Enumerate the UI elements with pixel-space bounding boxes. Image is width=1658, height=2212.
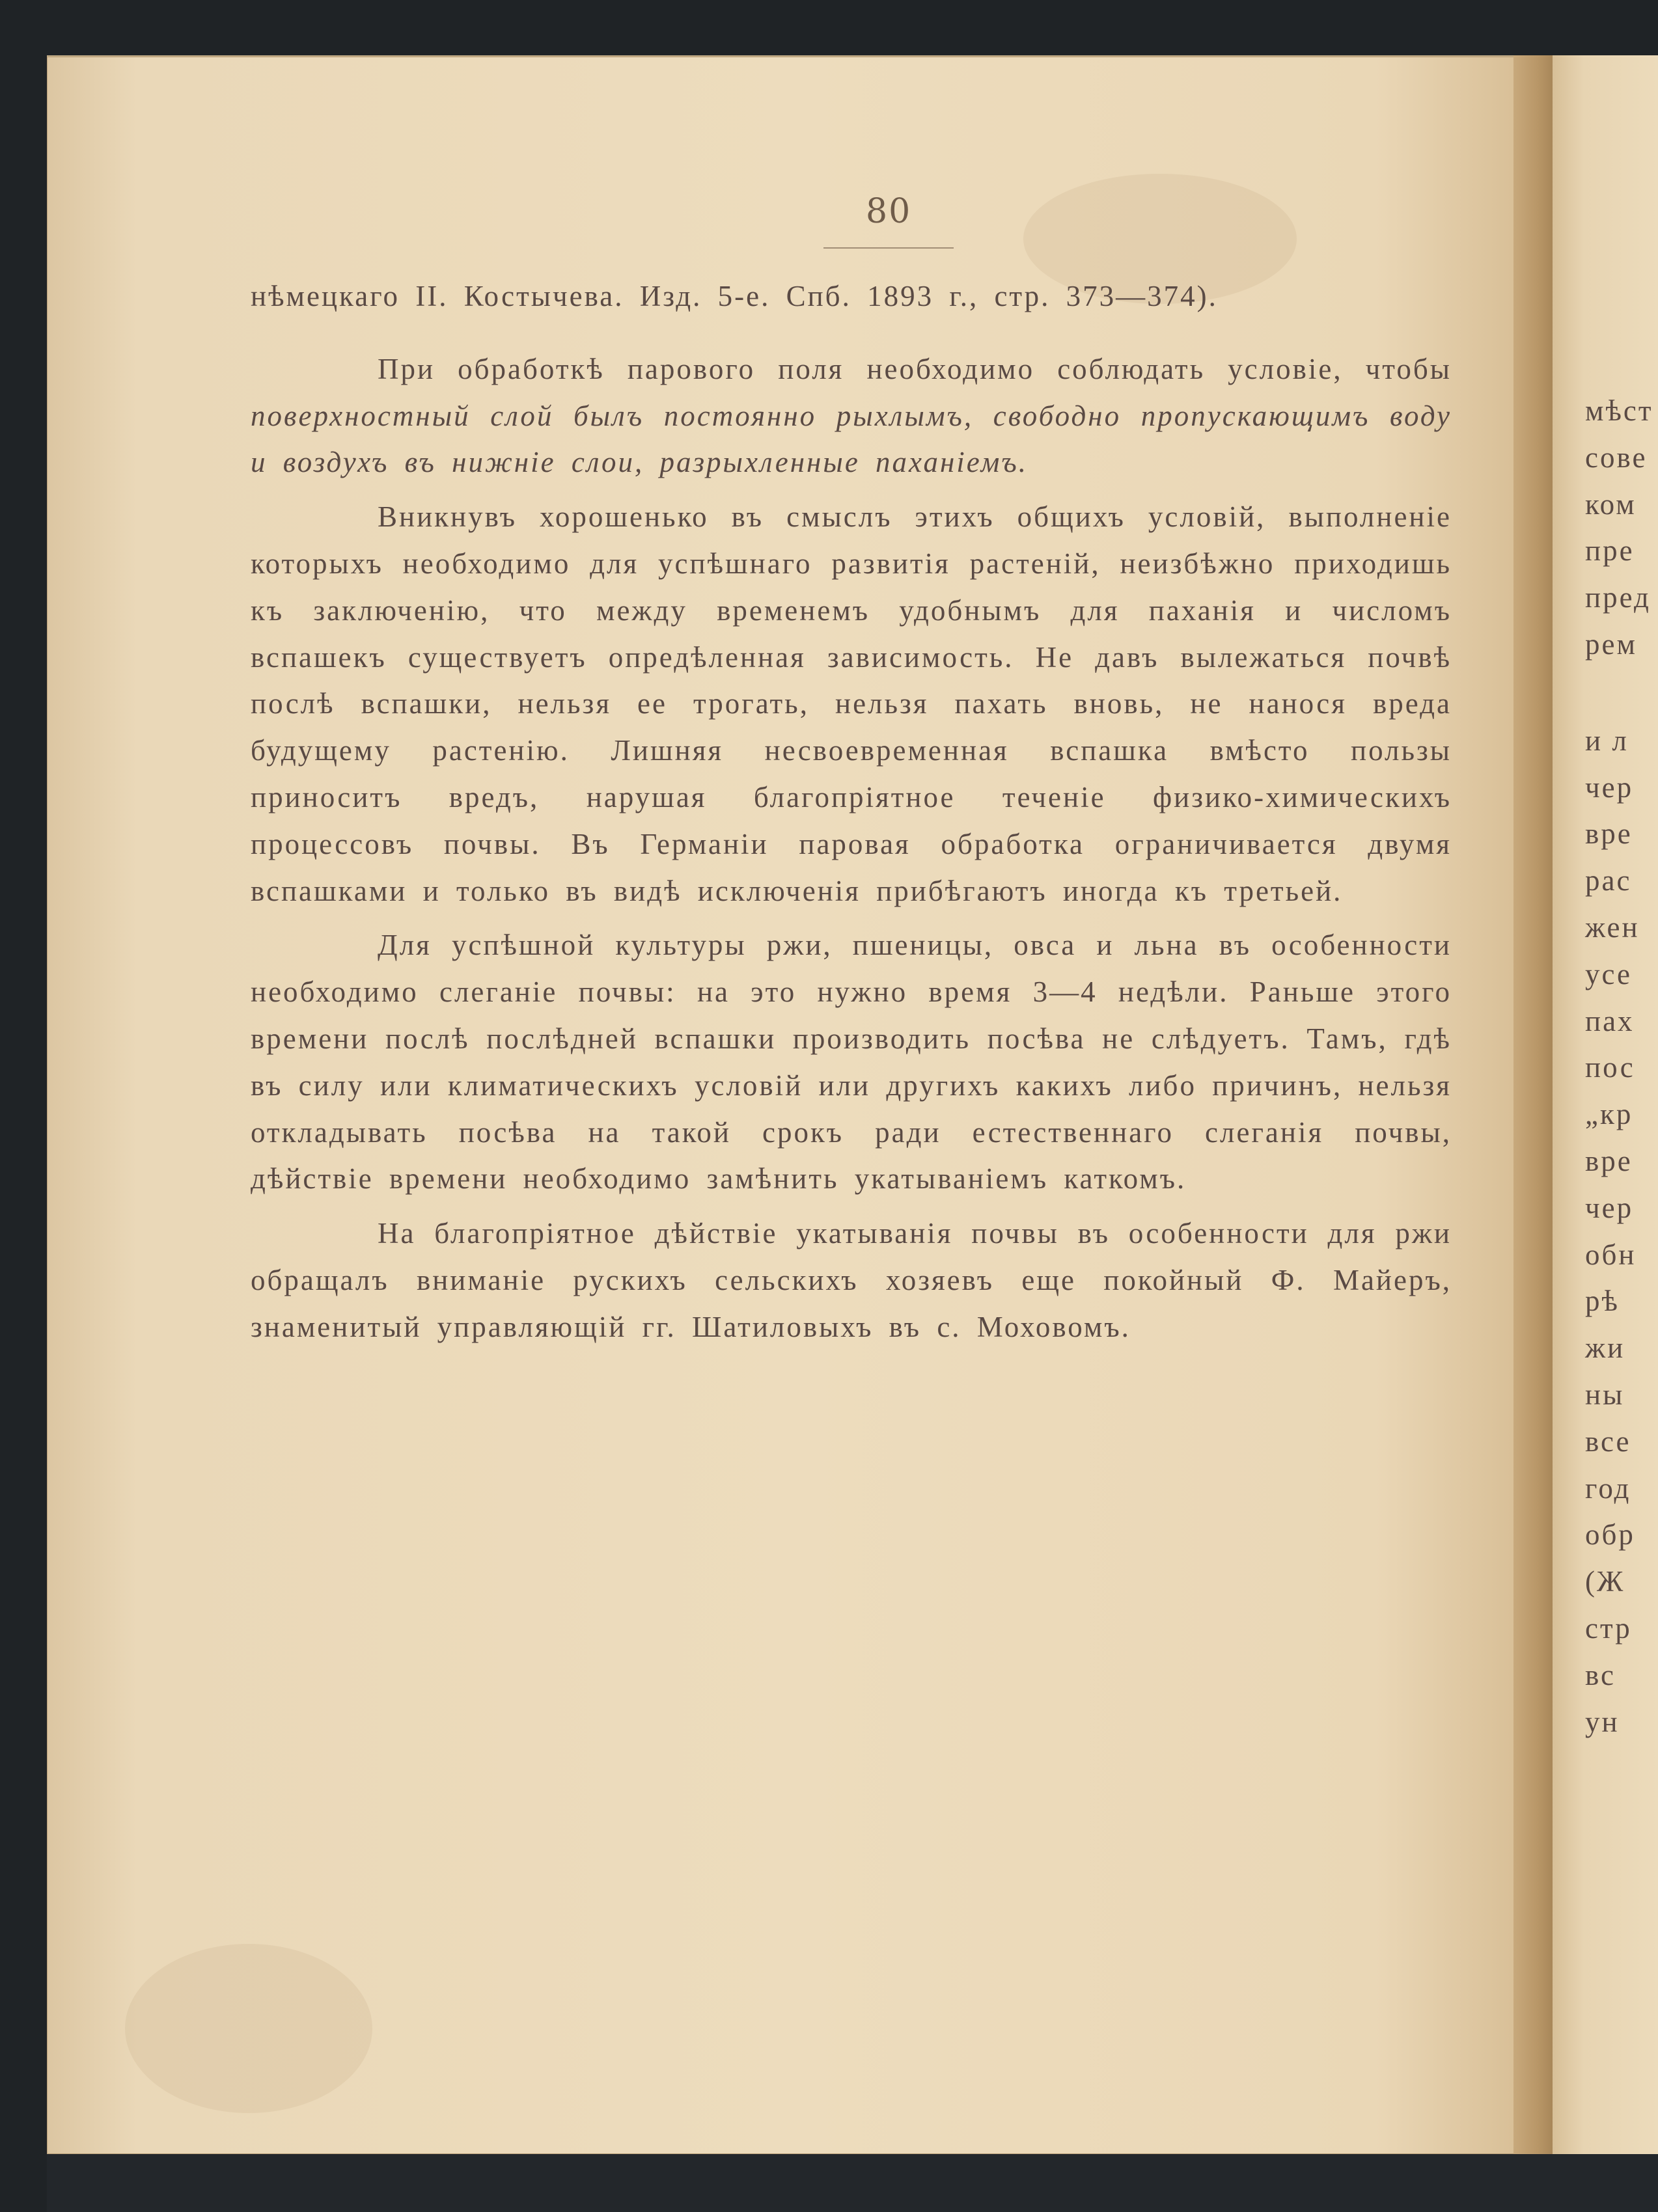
page-edge (1513, 55, 1553, 2154)
paragraph-1 (251, 346, 1452, 486)
facing-page-line: стр (1585, 1611, 1632, 1645)
page-number-rule (823, 247, 954, 249)
facing-page-line: рем (1585, 627, 1637, 661)
paragraph-text: При обработкѣ парового поля необходимо соблюдать условіе, чтобы (378, 352, 1452, 385)
paper-stain (125, 1944, 372, 2113)
facing-page-text-group-2 (1585, 724, 1653, 1752)
facing-page-line: сове (1585, 441, 1648, 474)
scan-background-bottom (47, 2154, 1658, 2212)
facing-page-line: все (1585, 1425, 1631, 1458)
paragraph-text: Для успѣшной культуры ржи, пшеницы, овса и льна въ особенности необходимо слеганіе почвы: на это нужно время 3—4 недѣли. Раньше этого времени послѣ послѣдней вспашки производить посѣва не слѣдуетъ. Тамъ, гдѣ въ силу или климатическихъ условій или другихъ какихъ либо причинъ, нельзя откладывать посѣва на такой срокъ ради естественнаго слеганія почвы, дѣйствіе времени необходимо замѣнить укатываніемъ каткомъ. (251, 929, 1452, 1195)
paragraph-3 (251, 922, 1452, 1203)
facing-page-line: рѣ (1585, 1285, 1620, 1318)
facing-page-text-group-1 (1585, 394, 1653, 674)
paragraph-0 (251, 273, 1452, 320)
facing-page-line: и л (1585, 724, 1629, 757)
paragraph-2 (251, 494, 1452, 914)
facing-page-line: пред (1585, 581, 1651, 614)
facing-page-line: ун (1585, 1705, 1620, 1738)
facing-page-text (1585, 394, 1653, 1751)
facing-page-line: вс (1585, 1658, 1616, 1691)
facing-page-line: пос (1585, 1051, 1635, 1084)
facing-page-line: пах (1585, 1004, 1635, 1037)
facing-page-line: обр (1585, 1518, 1635, 1551)
facing-page-line: вре (1585, 817, 1633, 851)
facing-page (1553, 55, 1658, 2154)
facing-page-line: обн (1585, 1238, 1637, 1271)
facing-page-line: усе (1585, 957, 1632, 990)
facing-page-line: „кр (1585, 1098, 1633, 1131)
facing-page-gap (1585, 674, 1653, 724)
page-number: 80 (866, 192, 912, 231)
facing-page-line: жи (1585, 1331, 1625, 1365)
facing-page-line: чер (1585, 1191, 1634, 1224)
paragraph-4 (251, 1210, 1452, 1350)
facing-page-line: пре (1585, 534, 1635, 567)
facing-page-line: ком (1585, 487, 1637, 521)
facing-page-line: чер (1585, 771, 1634, 804)
paragraph-text: Вникнувъ хорошенько въ смыслъ этихъ общихъ условій, выполненіе которыхъ необходимо для успѣшнаго развитія растеній, неизбѣжно приходишь къ заключенію, что между временемъ удобнымъ для паханія и числомъ вспашекъ существуетъ опредѣленная зависимость. Не давъ вылежаться почвѣ послѣ вспашки, нельзя ее трогать, нельзя пахать вновь, не нанося вреда будущему растенію. Лишняя несвоевременная вспашка вмѣсто пользы приноситъ вредъ, нарушая благопріятное теченіе физико-химическихъ процессовъ почвы. Въ Германіи паровая обработка ограничивается двумя вспашками и только въ видѣ исключенія прибѣгаютъ иногда къ третьей. (251, 500, 1452, 907)
facing-page-line: (Ж (1585, 1565, 1625, 1598)
facing-page-line: рас (1585, 864, 1632, 897)
emphasized-text: поверхностный слой былъ постоянно рыхлымъ, свободно пропускающимъ воду и воздухъ въ нижніе слои, разрыхленные паханіемъ. (251, 399, 1452, 479)
paragraph-text: На благопріятное дѣйствіе укатыванія почвы въ особенности для ржи обращалъ вниманіе рускихъ сельскихъ хозяевъ еще покойный Ф. Майеръ, знаменитый управляющій гг. Шатиловыхъ въ с. Моховомъ. (251, 1217, 1452, 1343)
facing-page-line: мѣст (1585, 394, 1653, 427)
facing-page-line: вре (1585, 1144, 1633, 1177)
paragraph-text: нѣмецкаго II. Костычева. Изд. 5-е. Спб. 1893 г., стр. 373—374). (251, 280, 1218, 312)
facing-page-line: год (1585, 1471, 1631, 1505)
body-text (251, 273, 1452, 1359)
facing-page-line: ны (1585, 1378, 1625, 1411)
facing-page-line: жен (1585, 910, 1640, 944)
